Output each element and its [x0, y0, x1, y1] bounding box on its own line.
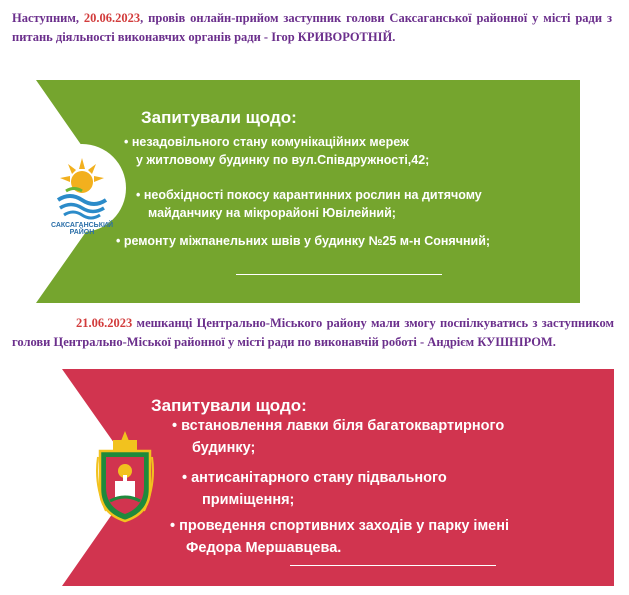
red-item-2-cont: приміщення;: [202, 492, 295, 508]
green-item-2: • необхідності покосу карантинних рослин на дитячому: [136, 188, 482, 202]
intro-text-end: , провів онлайн-прийом заступник голови Саксаганської районної у місті ради з питань діяльності виконавчих органів ради - Ігор КРИВОРОТНІЙ.: [12, 11, 612, 44]
saksahanskyi-logo-text: САКСАГАНСЬКИЙ РАЙОН: [50, 222, 114, 236]
saksahanskyi-logo-icon: [36, 142, 128, 234]
green-banner: [36, 80, 580, 303]
red-item-3: • проведення спортивних заходів у парку імені: [170, 518, 510, 534]
red-item-1: • встановлення лавки біля багатоквартирного: [172, 418, 505, 434]
green-heading: Запитували щодо:: [141, 108, 297, 127]
intro-text-start: Наступним,: [12, 11, 79, 25]
red-item-1-cont: будинку;: [192, 440, 256, 456]
green-item-1: • незадовільного стану комунікаційних мереж: [124, 135, 409, 149]
red-banner: [62, 369, 614, 586]
green-item-3: • ремонту міжпанельних швів у будинку №25 м-н Сонячний;: [116, 234, 491, 248]
red-item-3-cont: Федора Мершавцева.: [186, 540, 342, 556]
green-item-1-cont: у житловому будинку по вул.Співдружності,42;: [136, 153, 430, 167]
red-heading: Запитували щодо:: [151, 396, 307, 415]
green-divider: [236, 274, 442, 275]
red-divider: [290, 565, 496, 566]
green-item-2-cont: майданчику на мікрорайоні Ювілейний;: [148, 206, 396, 220]
coat-of-arms-icon: [96, 427, 154, 523]
date-1: 20.06.2023: [83, 11, 141, 25]
red-item-2: • антисанітарного стану підвального: [182, 470, 447, 486]
intro-text-2: мешканці Центрально-Міського району мали змогу поспілкуватись з заступником голови Центрально-Міської районної у місті ради по виконавчій роботі - Андрієм КУШНІРОМ.: [12, 316, 614, 349]
intro-paragraph-1: [12, 9, 612, 47]
date-2: 21.06.2023: [76, 316, 133, 330]
intro-paragraph-2: [12, 314, 614, 352]
